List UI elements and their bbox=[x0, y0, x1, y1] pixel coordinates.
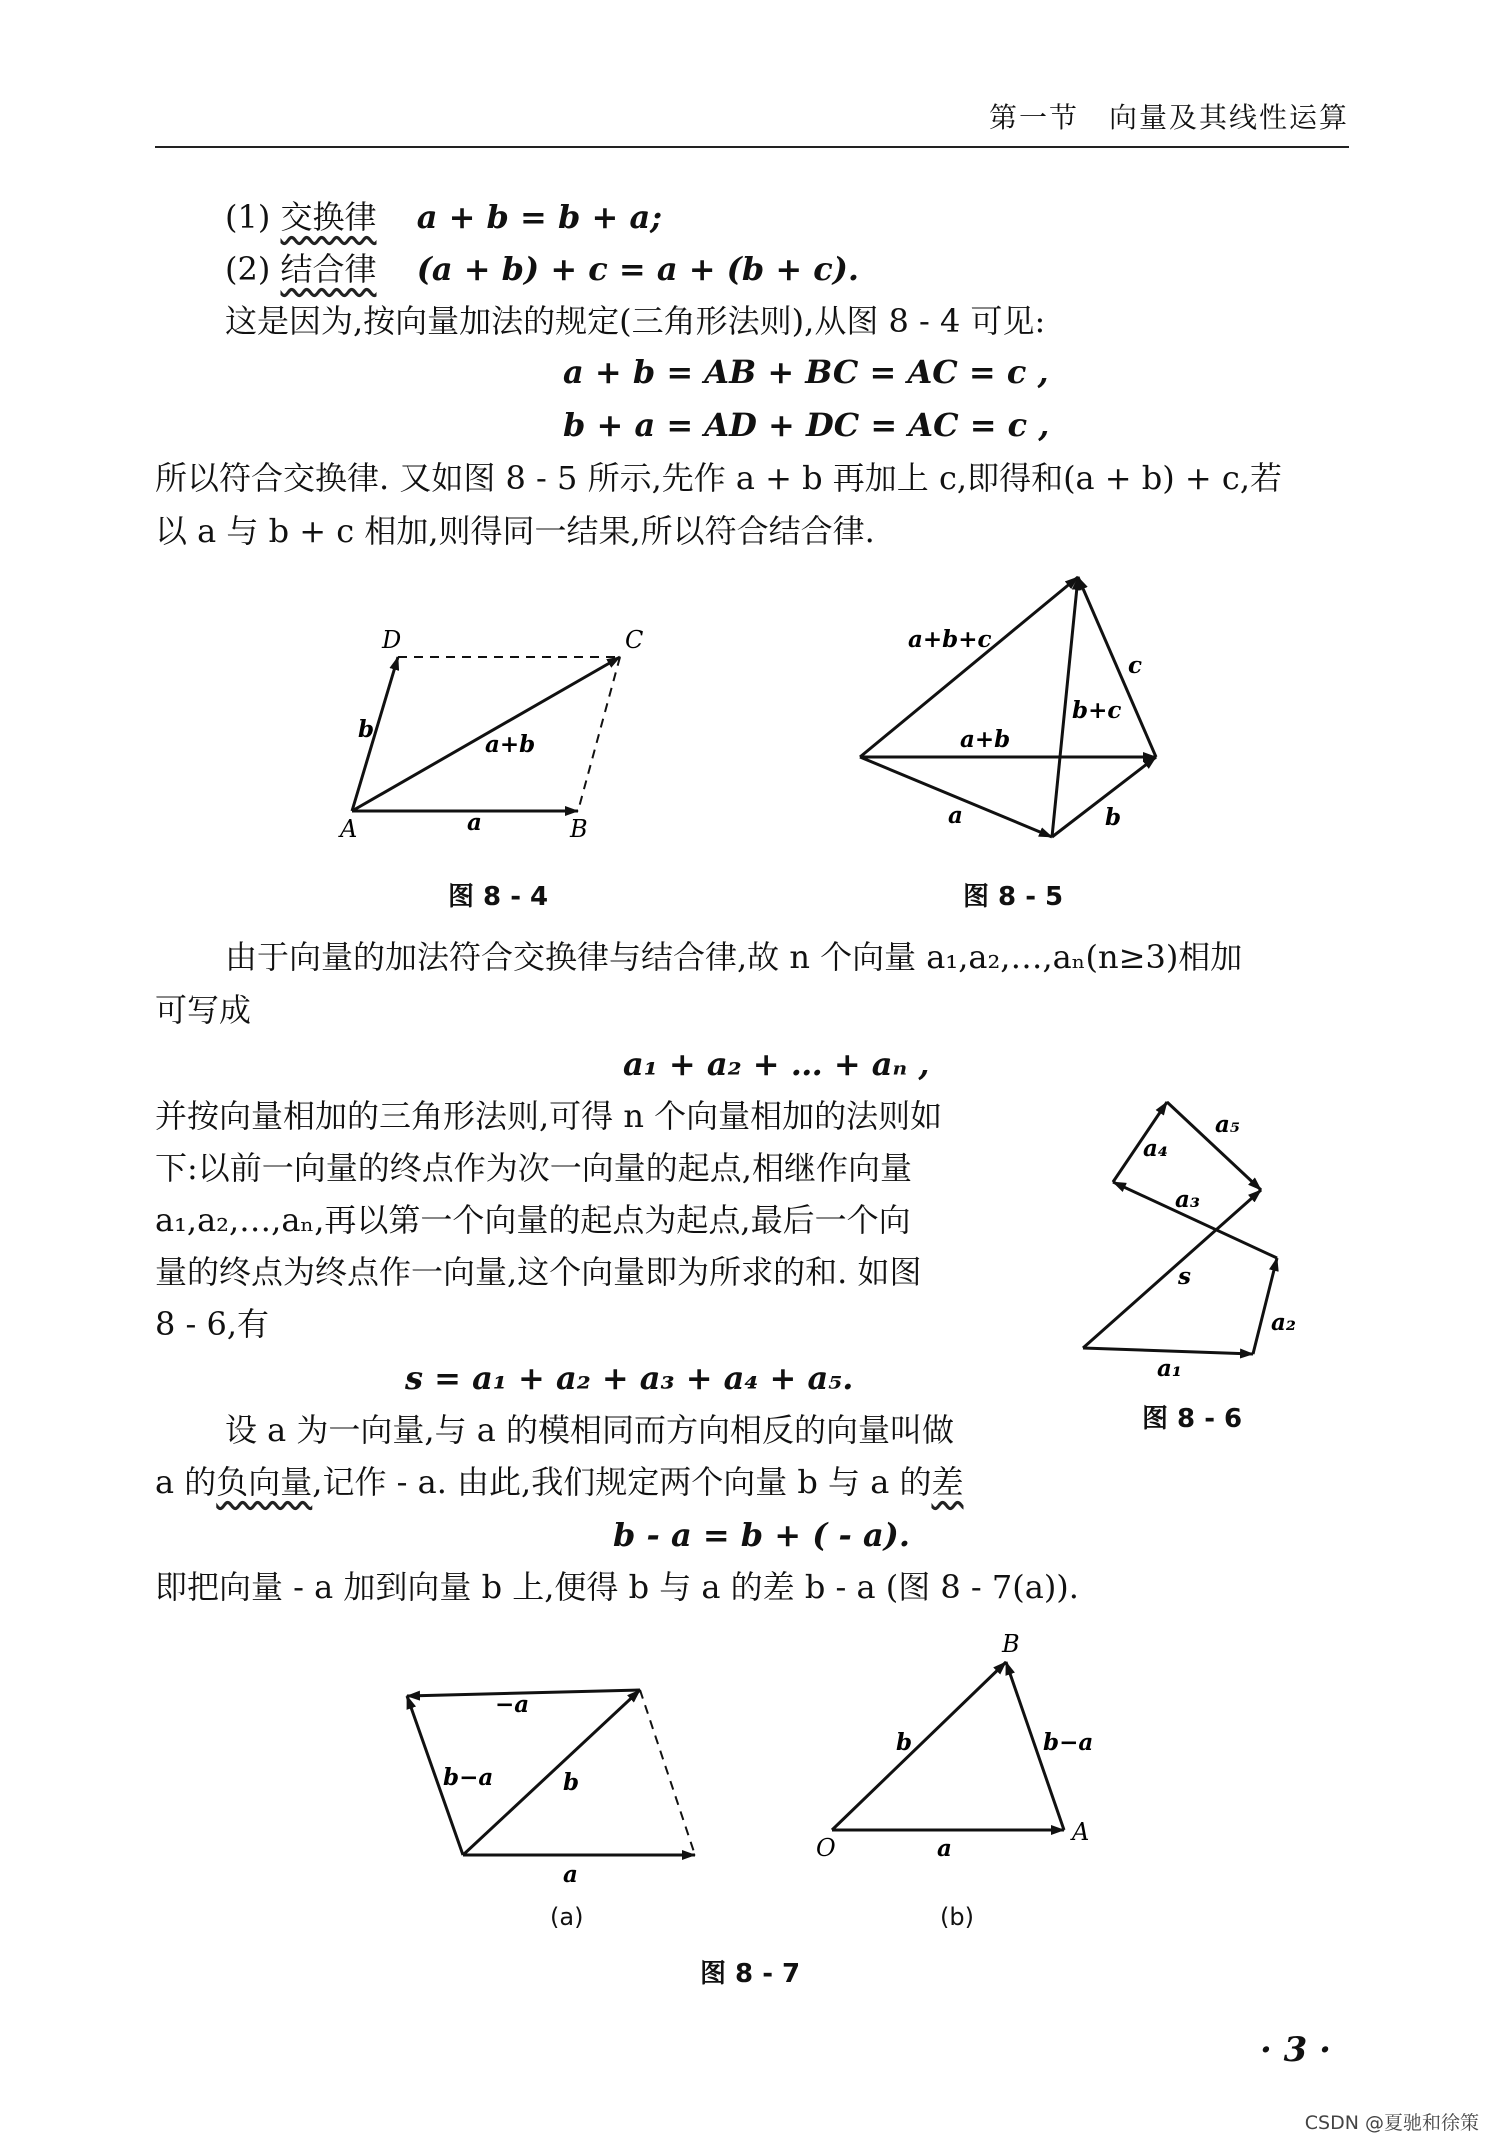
text-line: 可写成 bbox=[155, 991, 252, 1029]
figure-caption: 图 8 - 4 bbox=[448, 882, 549, 912]
law-term: 交换律 bbox=[280, 198, 377, 236]
law-number: (1) bbox=[225, 198, 271, 236]
text-line: 以 a 与 b + c 相加,则得同一结果,所以符合结合律. bbox=[155, 512, 875, 550]
label-C: C bbox=[625, 626, 644, 654]
label-b-minus-a: b−a bbox=[443, 1764, 494, 1791]
figure-8-4 bbox=[330, 615, 660, 855]
label-B: B bbox=[570, 815, 588, 843]
label-a-plus-b: a+b bbox=[485, 731, 536, 758]
dashed-edge bbox=[640, 1690, 695, 1855]
running-header: 第一节 向量及其线性运算 bbox=[988, 101, 1349, 134]
law-associative bbox=[225, 249, 859, 289]
label-a4: a₄ bbox=[1143, 1135, 1168, 1162]
vector-b bbox=[1052, 757, 1156, 837]
vector-b bbox=[832, 1662, 1006, 1830]
label-b: b bbox=[563, 1769, 580, 1796]
term-difference: 差 bbox=[931, 1463, 964, 1501]
text-line: a₁,a₂,…,aₙ,再以第一个向量的起点为起点,最后一个向 bbox=[155, 1201, 911, 1239]
label-b: b bbox=[1105, 804, 1122, 831]
label-A: A bbox=[1072, 1818, 1090, 1846]
equation: a₁ + a₂ + … + aₙ , bbox=[623, 1045, 930, 1083]
label-a-plus-b: a+b bbox=[960, 726, 1011, 753]
text-line: 量的终点为终点作一向量,这个向量即为所求的和. 如图 bbox=[155, 1253, 922, 1291]
label-a-plus-b-plus-c: a+b+c bbox=[908, 626, 992, 653]
equation: s = a₁ + a₂ + a₃ + a₄ + a₅. bbox=[405, 1359, 854, 1397]
label-b: b bbox=[358, 716, 375, 743]
figure-8-7b bbox=[810, 1630, 1120, 1870]
header-rule bbox=[155, 146, 1349, 148]
page-number: · 3 · bbox=[1259, 2030, 1331, 2070]
dashed-edge-cb bbox=[578, 657, 620, 811]
label-neg-a: −a bbox=[495, 1691, 530, 1718]
text-fragment: a 的 bbox=[155, 1463, 217, 1501]
vector-a1 bbox=[1083, 1348, 1253, 1354]
law-number: (2) bbox=[225, 250, 271, 288]
figure-caption: 图 8 - 7 bbox=[700, 1959, 801, 1989]
watermark: CSDN @夏驰和徐策 bbox=[1304, 2112, 1479, 2134]
figure-8-6 bbox=[1075, 1090, 1325, 1380]
figure-caption: 图 8 - 5 bbox=[963, 882, 1064, 912]
label-D: D bbox=[382, 626, 402, 654]
text-line: 这是因为,按向量加法的规定(三角形法则),从图 8 - 4 可见: bbox=[225, 302, 1046, 340]
label-a1: a₁ bbox=[1157, 1355, 1182, 1380]
law-commutative bbox=[225, 197, 662, 237]
label-c: c bbox=[1128, 652, 1143, 679]
label-a3: a₃ bbox=[1175, 1186, 1200, 1213]
label-b: b bbox=[896, 1729, 913, 1756]
equation: b + a = AD + DC = AC = c , bbox=[563, 406, 1050, 444]
vector-s bbox=[1083, 1190, 1261, 1348]
equation: b - a = b + ( - a). bbox=[613, 1516, 910, 1554]
law-formula: (a + b) + c = a + (b + c). bbox=[416, 250, 860, 288]
label-a: a bbox=[467, 809, 482, 836]
label-a: a bbox=[563, 1861, 578, 1888]
label-A: A bbox=[340, 815, 358, 843]
law-term: 结合律 bbox=[280, 250, 377, 288]
subfigure-label: (b) bbox=[940, 1903, 974, 1931]
figure-8-5 bbox=[850, 565, 1170, 855]
text-line: 8 - 6,有 bbox=[155, 1305, 270, 1343]
text-line: 设 a 为一向量,与 a 的模相同而方向相反的向量叫做 bbox=[225, 1411, 955, 1449]
label-b-minus-a: b−a bbox=[1043, 1729, 1094, 1756]
law-formula: a + b = b + a; bbox=[416, 198, 662, 236]
vector-c bbox=[1078, 577, 1156, 757]
subfigure-label: (a) bbox=[550, 1903, 584, 1931]
text-line bbox=[155, 1462, 963, 1502]
text-fragment: ,记作 - a. 由此,我们规定两个向量 b 与 a 的 bbox=[312, 1463, 932, 1501]
figure-8-7a bbox=[395, 1670, 715, 1900]
label-a2: a₂ bbox=[1271, 1309, 1296, 1336]
term-negative-vector: 负向量 bbox=[216, 1463, 313, 1501]
text-line: 下:以前一向量的终点作为次一向量的起点,相继作向量 bbox=[155, 1149, 912, 1187]
text-line: 即把向量 - a 加到向量 b 上,便得 b 与 a 的差 b - a (图 8 - 7(a)). bbox=[155, 1568, 1079, 1606]
vector-a2 bbox=[1253, 1258, 1277, 1354]
figure-caption: 图 8 - 6 bbox=[1142, 1404, 1243, 1434]
text-line: 由于向量的加法符合交换律与结合律,故 n 个向量 a₁,a₂,…,aₙ(n≥3)相加 bbox=[225, 938, 1243, 976]
label-O: O bbox=[816, 1834, 836, 1862]
label-b-plus-c: b+c bbox=[1072, 697, 1122, 724]
label-a: a bbox=[948, 802, 963, 829]
label-a: a bbox=[937, 1835, 952, 1862]
equation: a + b = AB + BC = AC = c , bbox=[563, 353, 1049, 391]
label-B: B bbox=[1002, 1630, 1020, 1658]
text-line: 并按向量相加的三角形法则,可得 n 个向量相加的法则如 bbox=[155, 1097, 943, 1135]
label-a5: a₅ bbox=[1215, 1111, 1240, 1138]
label-s: s bbox=[1178, 1263, 1191, 1290]
text-line: 所以符合交换律. 又如图 8 - 5 所示,先作 a + b 再加上 c,即得和(a + b) + c,若 bbox=[155, 459, 1283, 497]
vector-a5 bbox=[1167, 1102, 1261, 1190]
